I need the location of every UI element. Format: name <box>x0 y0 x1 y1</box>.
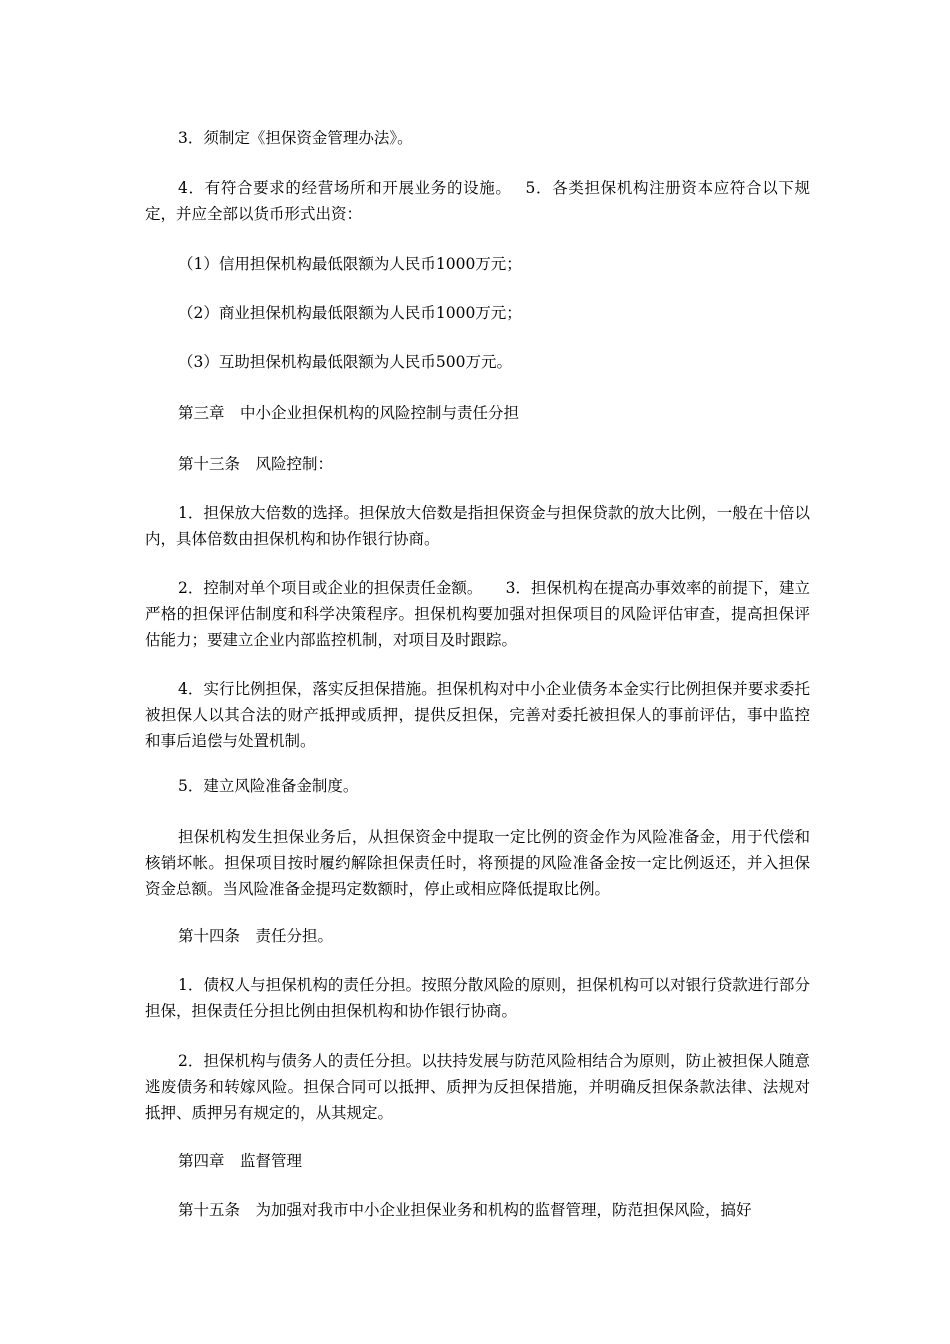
article-14-heading: 第十四条 责任分担。 <box>178 927 334 945</box>
paragraph-credit-guarantee: （1）信用担保机构最低限额为人民币1000万元； <box>178 255 522 273</box>
paragraph-13-4: 4．实行比例担保，落实反担保措施。担保机构对中小企业债务本金实行比例担保并要求委托被担保人以其合法的财产抵押或质押，提供反担保，完善对委托被担保人的事前评估，事中监控和事后追偿与处置机制。 <box>145 680 810 750</box>
paragraph-risk-reserve: 担保机构发生担保业务后，从担保资金中提取一定比例的资金作为风险准备金，用于代偿和核销坏帐。担保项目按时履约解除担保责任时，将预提的风险准备金按一定比例返还，并入担保资金总额。当风险准备金提玛定数额时，停止或相应降低提取比例。 <box>145 828 810 898</box>
paragraph-13-5: 5．建立风险准备金制度。 <box>178 777 359 795</box>
article-15-paragraph: 第十五条 为加强对我市中小企业担保业务和机构的监督管理，防范担保风险，搞好 <box>178 1201 752 1219</box>
paragraph-13-2-3: 2．控制对单个项目或企业的担保责任金额。 3．担保机构在提高办事效率的前提下，建立严格的担保评估制度和科学决策程序。担保机构要加强对担保项目的风险评估审查，提高担保评估能力；要建立企业内部监控机制，对项目及时跟踪。 <box>145 579 810 649</box>
paragraph-items-4-5: 4．有符合要求的经营场所和开展业务的设施。 5．各类担保机构注册资本应符合以下规定，并应全部以货币形式出资： <box>145 179 810 223</box>
paragraph-commercial-guarantee: （2）商业担保机构最低限额为人民币1000万元； <box>178 304 522 322</box>
chapter-3-heading: 第三章 中小企业担保机构的风险控制与责任分担 <box>178 404 520 422</box>
paragraph-13-1: 1．担保放大倍数的选择。担保放大倍数是指担保资金与担保贷款的放大比例，一般在十倍以内，具体倍数由担保机构和协作银行协商。 <box>145 504 810 548</box>
paragraph-14-1: 1．债权人与担保机构的责任分担。按照分散风险的原则，担保机构可以对银行贷款进行部分担保，担保责任分担比例由担保机构和协作银行协商。 <box>145 976 810 1020</box>
paragraph-mutual-guarantee: （3）互助担保机构最低限额为人民币500万元。 <box>178 353 512 371</box>
paragraph-14-2: 2．担保机构与债务人的责任分担。以扶持发展与防范风险相结合为原则，防止被担保人随意逃废债务和转嫁风险。担保合同可以抵押、质押为反担保措施，并明确反担保条款法律、法规对抵押、质押另有规定的，从其规定。 <box>145 1052 810 1122</box>
chapter-4-heading: 第四章 监督管理 <box>178 1152 303 1170</box>
paragraph-item-3: 3．须制定《担保资金管理办法》。 <box>178 129 413 147</box>
article-13-heading: 第十三条 风险控制： <box>178 455 334 473</box>
